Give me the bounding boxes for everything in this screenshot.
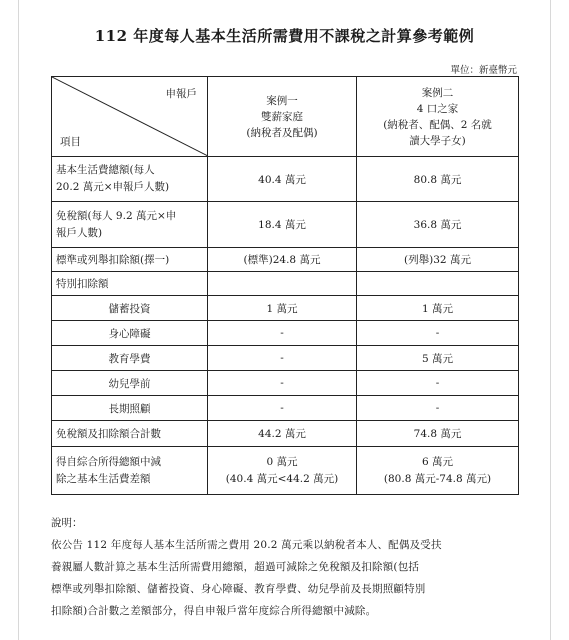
notes-line: 養親屬人數計算之基本生活所需費用總額，超過可減除之免稅額及扣除額(包括 [51,561,420,573]
case1-value: - [208,371,357,396]
case2-subtitle: 4 口之家 [416,102,459,115]
case2-value [357,447,519,495]
table-row [52,321,519,346]
table-row [52,447,519,495]
row-label-line: 免稅額(每人 9.2 萬元×申 [56,209,177,222]
row-label: 幼兒學前 [52,371,208,396]
header-item-label: 項目 [60,136,81,148]
case1-value: - [208,346,357,371]
case2-value: - [357,396,519,421]
case1-value: 44.2 萬元 [208,421,357,447]
case2-title: 案例二 [421,86,454,99]
case1-value: 18.4 萬元 [208,202,357,248]
row-label [52,157,208,202]
case2-value: - [357,371,519,396]
case1-value: - [208,321,357,346]
row-label [52,447,208,495]
case2-note-line2: 讀大學子女) [409,134,466,147]
case2-value: 80.8 萬元 [357,157,519,202]
notes-line: 標準或列舉扣除額、儲蓄投資、身心障礙、教育學費、幼兒學前及長期照顧特別 [51,583,426,595]
row-label-line: 20.2 萬元×申報戶人數) [56,181,170,193]
notes-heading: 說明： [51,517,83,529]
row-label [52,202,208,248]
case1-value: 40.4 萬元 [208,157,357,202]
row-label-line: 除之基本生活費差額 [56,472,151,485]
case2-value-line: (80.8 萬元-74.8 萬元) [383,472,492,485]
case2-note-line1: (納稅者、配偶、2 名就 [383,118,492,131]
table-header-row [52,77,519,157]
table-row [52,346,519,371]
notes-section [51,512,521,622]
case1-value-line: (40.4 萬元<44.2 萬元) [225,472,339,485]
row-label: 長期照顧 [52,396,208,421]
row-label: 特別扣除額 [52,272,208,296]
calculation-table [51,76,519,495]
header-filer-label: 申報戶 [165,88,197,100]
case2-value: 36.8 萬元 [357,202,519,248]
case1-value: 1 萬元 [208,296,357,321]
row-label-line: 報戶人數) [56,226,103,239]
table-row [52,157,519,202]
case2-value: - [357,321,519,346]
case2-value: (列舉)32 萬元 [357,248,519,272]
case1-value-line: 0 萬元 [266,455,298,468]
table-row [52,371,519,396]
case1-subtitle: 雙薪家庭 [261,110,303,123]
case1-value: - [208,396,357,421]
document-title: 112 年度每人基本生活所需費用不課稅之計算參考範例 [94,27,475,45]
row-label: 身心障礙 [52,321,208,346]
row-label-line: 得自綜合所得總額中減 [56,455,161,468]
table-row [52,296,519,321]
case1-header [208,77,357,157]
case1-value: (標準)24.8 萬元 [208,248,357,272]
case2-header [357,77,519,157]
table-row [52,248,519,272]
diagonal-header-cell [52,77,208,157]
case1-value [208,272,357,296]
row-label: 標準或列舉扣除額(擇一) [52,248,208,272]
case2-value: 1 萬元 [357,296,519,321]
notes-line: 依公告 112 年度每人基本生活所需之費用 20.2 萬元乘以納稅者本人、配偶及受扶 [51,539,442,551]
row-label: 免稅額及扣除額合計數 [52,421,208,447]
case1-value [208,447,357,495]
table-row [52,272,519,296]
case1-title: 案例一 [266,94,298,107]
case2-value: 74.8 萬元 [357,421,519,447]
row-label-line: 基本生活費總額(每人 [56,164,155,176]
table-row [52,202,519,248]
table-row [52,396,519,421]
currency-unit: 單位：新臺幣元 [450,65,517,76]
case1-note: (納稅者及配偶) [246,126,318,139]
notes-line: 扣除額)合計數之差額部分，得自申報戶當年度綜合所得總額中減除。 [51,605,377,617]
case2-value-line: 6 萬元 [421,455,454,468]
case2-value [357,272,519,296]
table-row [52,421,519,447]
row-label: 教育學費 [52,346,208,371]
row-label: 儲蓄投資 [52,296,208,321]
case2-value: 5 萬元 [357,346,519,371]
